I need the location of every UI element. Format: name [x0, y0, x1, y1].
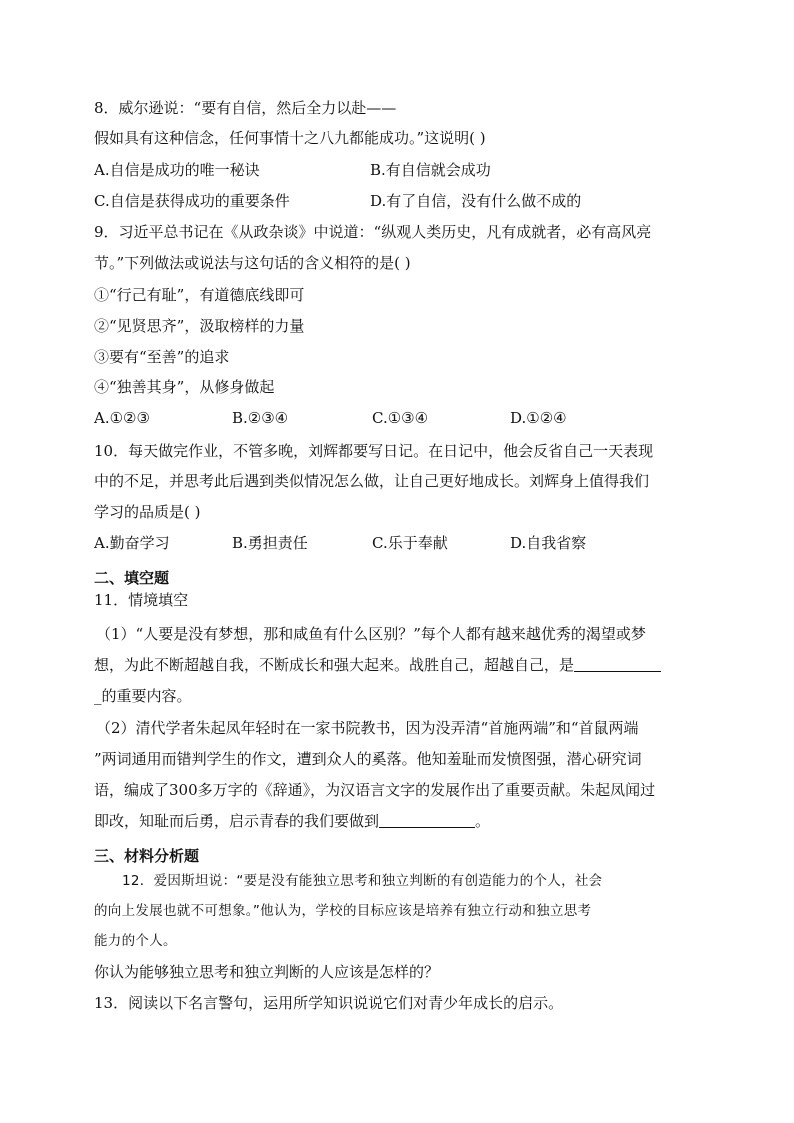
q9-option-b[interactable]: B.②③④ — [232, 409, 289, 427]
q9-item-4: ④“独善其身”，从修身做起 — [94, 378, 275, 396]
q11-part1-line1: （1）“人要是没有梦想，那和咸鱼有什么区别？”每个人都有越来越优秀的渴望或梦 — [96, 625, 646, 643]
q12-question: 你认为能够独立思考和独立判断的人应该是怎样的？ — [94, 963, 440, 981]
q11-part2-line1: （2）清代学者朱起凤年轻时在一家书院教书，因为没弄清“首施两端”和“首鼠两端 — [96, 719, 639, 737]
q10-option-b[interactable]: B.勇担责任 — [232, 534, 308, 552]
q10-stem-line2: 中的不足，并思考此后遇到类似情况怎么做，让自己更好地成长。刘辉身上值得我们 — [94, 472, 650, 490]
q10-stem-line3: 学习的品质是( ) — [94, 503, 201, 521]
q11-part1-line2 — [94, 655, 661, 675]
q13-stem: 13．阅读以下名言警句，运用所学知识说说它们对青少年成长的启示。 — [94, 994, 564, 1012]
q11-answer-blank-1[interactable] — [574, 655, 661, 672]
section-3-heading: 三、材料分析题 — [94, 847, 200, 865]
q11-part2-line4 — [94, 811, 490, 831]
q12-stem-line2: 的向上发展也就不可想象。”他认为，学校的目标应该是培养有独立行动和独立思考 — [94, 903, 592, 919]
q9-item-2: ②“见贤思齐”，汲取榜样的力量 — [94, 317, 305, 335]
q11-part1-line3: _的重要内容。 — [94, 687, 192, 705]
q8-option-b[interactable]: B.有自信就会成功 — [370, 161, 491, 179]
q9-item-3: ③要有“至善”的追求 — [94, 348, 230, 366]
q8-option-c[interactable]: C.自信是获得成功的重要条件 — [94, 192, 290, 210]
q9-option-c[interactable]: C.①③④ — [372, 409, 429, 427]
q10-stem-line1: 10．每天做完作业，不管多晚，刘辉都要写日记。在日记中，他会反省自己一天表现 — [94, 442, 654, 460]
q9-option-a[interactable]: A.①②③ — [94, 409, 150, 427]
q12-stem-line3: 能力的个人。 — [94, 933, 177, 949]
q9-stem-line2: 节。”下列做法或说法与这句话的含义相符的是( ) — [94, 254, 411, 272]
q11-part2-line4-text: 即改，知耻而后勇，启示青春的我们要做到 — [94, 812, 380, 830]
q10-option-d[interactable]: D.自我省察 — [510, 534, 587, 552]
q8-stem-line1: 8．威尔逊说：“要有自信，然后全力以赴—— — [94, 99, 397, 117]
q8-option-a[interactable]: A.自信是成功的唯一秘诀 — [94, 161, 260, 179]
q11-answer-blank-2[interactable] — [379, 811, 475, 828]
q11-title: 11．情境填空 — [94, 591, 189, 609]
q11-part2-line3: 语，编成了300多万字的《辞通》，为汉语言文字的发展作出了重要贡献。朱起凤闻过 — [94, 781, 656, 799]
q10-option-a[interactable]: A.勤奋学习 — [94, 534, 170, 552]
section-2-heading: 二、填空题 — [94, 569, 170, 587]
q11-part1-line2-text: 想，为此不断超越自我，不断成长和强大起来。战胜自己，超越自己，是 — [94, 656, 575, 674]
q10-option-c[interactable]: C.乐于奉献 — [372, 534, 448, 552]
q8-stem-line2: 假如具有这种信念，任何事情十之八九都能成功。”这说明( ) — [94, 129, 486, 147]
q11-part2-line4-end: 。 — [475, 812, 491, 830]
q12-stem-line1: 12．爱因斯坦说：“要是没有能独立思考和独立判断的有创造能力的个人，社会 — [122, 873, 603, 889]
q11-part2-line2: ”两词通用而错判学生的作文，遭到众人的奚落。他知羞耻而发愤图强，潜心研究词 — [94, 750, 642, 768]
q9-option-d[interactable]: D.①②④ — [510, 409, 567, 427]
q9-stem-line1: 9．习近平总书记在《从政杂谈》中说道：“纵观人类历史，凡有成就者，必有高风亮 — [94, 223, 652, 241]
q9-item-1: ①“行己有耻”，有道德底线即可 — [94, 286, 305, 304]
q8-option-d[interactable]: D.有了自信，没有什么做不成的 — [370, 192, 582, 210]
